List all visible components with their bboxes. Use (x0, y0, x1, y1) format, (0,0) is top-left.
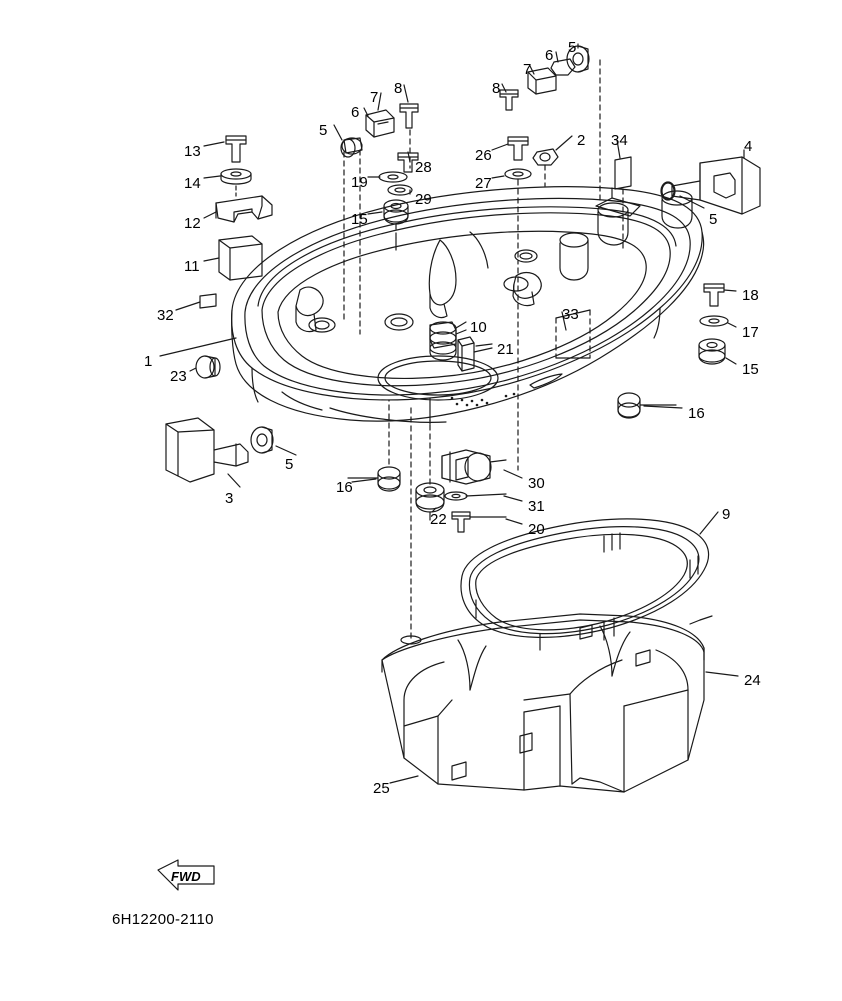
callout-number: 8 (492, 80, 501, 97)
callout-number: 16 (336, 479, 353, 496)
callout-number: 26 (475, 147, 492, 164)
callout-number: 16 (688, 405, 705, 422)
callout-number: 11 (184, 258, 200, 275)
callout-number: 27 (475, 175, 492, 192)
callout-number: 24 (744, 672, 761, 689)
callout-number: 23 (170, 368, 187, 385)
callout-number: 1 (144, 353, 153, 370)
callout-number: 15 (351, 211, 368, 228)
callout-number: 13 (184, 143, 201, 160)
callout-number: 5 (568, 39, 577, 56)
callout-number: 29 (415, 191, 432, 208)
callout-number: 32 (157, 307, 174, 324)
diagram-part-number: 6H12200-2110 (112, 911, 214, 928)
callout-number: 8 (394, 80, 403, 97)
callout-number: 34 (611, 132, 628, 149)
callout-number: 33 (562, 306, 579, 323)
callout-number: 19 (351, 174, 368, 191)
callout-number: 10 (470, 319, 487, 336)
callout-number: 12 (184, 215, 201, 232)
callout-number: 22 (430, 511, 447, 528)
callout-number: 7 (370, 89, 379, 106)
callout-number: 18 (742, 287, 759, 304)
callout-number: 30 (528, 475, 545, 492)
callout-number: 21 (497, 341, 514, 358)
callout-number: 15 (742, 361, 759, 378)
callout-number: 5 (285, 456, 294, 473)
callout-number: 6 (351, 104, 360, 121)
callout-number: 9 (722, 506, 731, 523)
callout-number: 17 (742, 324, 759, 341)
callout-number: 4 (744, 138, 753, 155)
callout-number: 14 (184, 175, 201, 192)
callout-number: 6 (545, 47, 554, 64)
callout-number: 7 (523, 61, 532, 78)
callout-number: 5 (709, 211, 718, 228)
callout-number: 25 (373, 780, 390, 797)
callout-number: 28 (415, 159, 432, 176)
callout-number: 5 (319, 122, 328, 139)
fwd-arrow-label: FWD (171, 869, 201, 884)
callout-number: 31 (528, 498, 545, 515)
callout-number: 20 (528, 521, 545, 538)
callout-number: 2 (577, 132, 586, 149)
callout-number: 3 (225, 490, 234, 507)
